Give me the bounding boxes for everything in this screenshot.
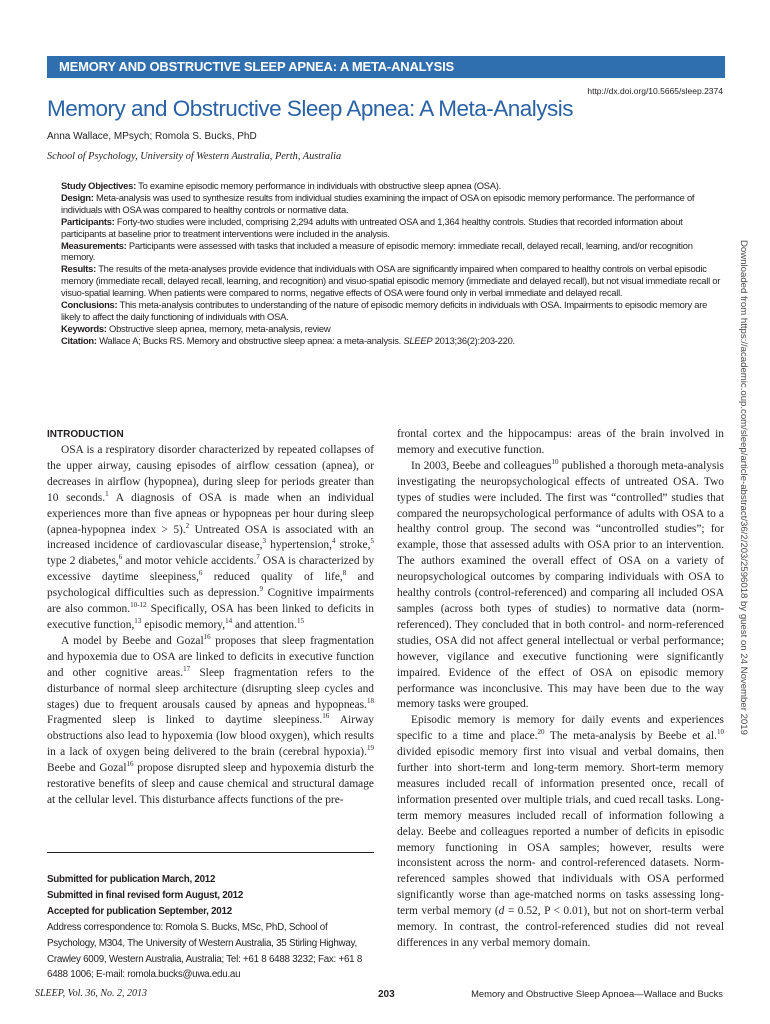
- intro-paragraph-2: A model by Beebe and Gozal$^{16}$ proposes that sleep fragmentation and hypoxemia due to OSA are linked to deficits in executive function and other cognitive areas.$^{17}$ Sleep fragmentation refers to the disturbance of normal sleep architecture (disrupting sleep cycles and stages) due to frequent arousals caused by apneas and hypopneas.$^{18}$ Fragmented sleep is linked to daytime sleepiness.$^{16}$ Airway obstructions also lead to hypoxemia (low blood oxygen), which results in a lack of oxygen being delivered to the brain (cerebral hypoxia).$^{19}$ Beebe and Gozal$^{16}$ propose disrupted sleep and hypoxemia disturb the restorative benefits of sleep and cause chemical and structural damage at the cellular level. This disturbance affects functions of the pre-: [47, 633, 374, 806]
- download-watermark: Downloaded from https://academic.oup.com/sleep/article-abstract/36/2/203/2596018 by guest on 24 November 2019: [738, 240, 749, 735]
- page-number: 203: [378, 989, 395, 1000]
- intro-paragraph-2-continued: frontal cortex and the hippocampus: areas of the brain involved in memory and executive function.: [397, 428, 724, 456]
- abstract-conclusions-text: This meta-analysis contributes to understanding of the nature of episodic memory deficits in individuals with OSA. Impairments to episodic memory are likely to affect the daily functioning of individuals with OSA.: [61, 299, 708, 322]
- footer-journal: SLEEP, Vol. 36, No. 2, 2013: [35, 988, 148, 999]
- submission-info: [47, 872, 377, 983]
- correspondence-address: Address correspondence to: Romola S. Bucks, MSc, PhD, School of Psychology, M304, The University of Western Australia, 35 Stirling Highway, Crawley 6009, Western Australia, Australia; Tel: +61 8 6488 3232; Fax: +61 8 6488 1006; E-mail: romola.bucks@uwa.edu.au: [47, 921, 363, 981]
- intro-paragraph-3: In 2003, Beebe and colleagues$^{10}$ published a thorough meta-analysis investigating the neuropsychological effects of untreated OSA. Two types of studies were included. The first was “controlled” studies that compared the neuropsychological performance of adults with OSA to a healthy control group. The second was “uncontrolled studies”; for example, those that assessed adults with OSA prior to an intervention. The authors examined the overall effect of OSA on a variety of neuropsychological outcomes by comparing individuals with OSA to healthy controls (control-referenced) and comparing all included OSA samples (across both types of studies) to normative data (norm-referenced). They concluded that in both control- and norm-referenced studies, OSA did not affect general intellectual or verbal performance; however, vigilance and executive functioning were significantly impaired. Evidence of the effect of OSA on episodic memory performance was inconclusive. This may have been due to the way memory tasks were grouped.: [397, 458, 724, 711]
- abstract-participants: [61, 216, 721, 240]
- body-column-left: [47, 426, 374, 809]
- footnote-divider: [47, 852, 374, 853]
- body-column-right: [397, 427, 724, 952]
- submitted-date: Submitted for publication March, 2012: [47, 874, 216, 885]
- doi-link[interactable]: http://dx.doi.org/10.5665/sleep.2374: [587, 86, 723, 96]
- abstract-objectives-label: Study Objectives:: [61, 180, 136, 191]
- accepted-date: Accepted for publication September, 2012: [47, 905, 232, 917]
- abstract-participants-text: Forty-two studies were included, comprising 2,294 adults with untreated OSA and 1,364 healthy controls. Studies that recorded information about participants at baseline prior to treatment interventions were included in the analysis.: [61, 215, 683, 239]
- abstract-results: [61, 263, 721, 299]
- abstract-measurements-label: Measurements:: [61, 239, 127, 251]
- article-title: Memory and Obstructive Sleep Apnea: A Meta-Analysis: [47, 96, 574, 121]
- abstract-measurements: [61, 240, 721, 264]
- abstract-citation-label: Citation:: [61, 334, 97, 346]
- revised-date: Submitted in final revised form August, 2012: [47, 889, 244, 901]
- abstract-keywords-text: Obstructive sleep apnea, memory, meta-analysis, review: [109, 322, 331, 334]
- abstract-participants-label: Participants:: [61, 215, 115, 227]
- introduction-heading: INTRODUCTION: [47, 429, 124, 440]
- abstract-conclusions-label: Conclusions:: [61, 299, 118, 311]
- abstract-objectives: [61, 180, 721, 192]
- abstract-design-label: Design:: [61, 191, 94, 203]
- abstract-results-label: Results:: [61, 263, 96, 275]
- abstract-citation-journal: SLEEP: [403, 334, 433, 346]
- journal-banner: MEMORY AND OBSTRUCTIVE SLEEP APNEA: A META-ANALYSIS: [47, 56, 725, 78]
- abstract-measurements-text: Participants were assessed with tasks that included a measure of episodic memory: immediate recall, delayed recall, learning, and/or recognition memory.: [61, 239, 693, 263]
- author-affiliation: School of Psychology, University of Western Australia, Perth, Australia: [47, 151, 342, 162]
- abstract-citation-volume: 2013;36(2):203-220.: [434, 334, 515, 346]
- abstract-keywords: [61, 323, 721, 335]
- running-title: Memory and Obstructive Sleep Apnoea—Wallace and Bucks: [471, 988, 723, 999]
- intro-paragraph-1: OSA is a respiratory disorder characterized by repeated collapses of the upper airway, causing episodes of airflow cessation (apnea), or decreases in airflow (hypopnea), during sleep for periods greater than 10 seconds.$^1$ A diagnosis of OSA is made when an individual experiences more than five apneas or hypopneas per hour during sleep (apnea-hypopnea index > 5).$^2$ Untreated OSA is associated with an increased incidence of cardiovascular disease,$^3$ hypertension,$^4$ stroke,$^5$ type 2 diabetes,$^6$ and motor vehicle accidents.$^7$ OSA is characterized by excessive daytime sleepiness,$^6$ reduced quality of life,$^8$ and psychological difficulties such as depression.$^9$ Cognitive impairments are also common.$^{10-12}$ Specifically, OSA has been linked to deficits in executive function,$^{13}$ episodic memory,$^{14}$ and attention.$^{15}$: [47, 444, 375, 631]
- abstract-objectives-text: To examine episodic memory performance in individuals with obstructive sleep apnea (OSA).: [138, 180, 501, 191]
- abstract-citation: [61, 335, 721, 347]
- abstract-design: [61, 192, 721, 216]
- abstract-keywords-label: Keywords:: [61, 322, 107, 334]
- abstract-results-text: The results of the meta-analyses provide evidence that individuals with OSA are significantly impaired when compared to healthy controls on verbal episodic memory (immediate recall, delayed recall, learning, and recognition) and visuo-spatial episodic memory (immediate and delayed recall), but not visual immediate recall or visuo-spatial learning. When patients were compared to norms, negative effects of OSA were found only in verbal immediate and delayed recall.: [61, 263, 721, 299]
- intro-paragraph-4: Episodic memory is memory for daily events and experiences specific to a time and place.$^{20}$ The meta-analysis by Beebe et al.$^{10}$ divided episodic memory first into visual and verbal domains, then further into short-term and long-term memory. Short-term memory measures included recall of information presented once, recall of information presented over multiple trials, and cued recall tasks. Long-term memory measures included recall of information following a delay. Beebe and colleagues reported a number of deficits in episodic memory functioning in OSA samples; however, results were inconsistent across the norm- and control-referenced datasets. Norm-referenced samples showed that individuals with OSA performed significantly worse than age-matched norms on tasks assessing long-term verbal memory (d = 0.52, P < 0.01), but not on short-term verbal memory. In contrast, the control-referenced studies did not reveal differences in any verbal memory domain.: [397, 714, 725, 949]
- abstract-citation-text: Wallace A; Bucks RS. Memory and obstructive sleep apnea: a meta-analysis.: [99, 334, 401, 346]
- author-list: Anna Wallace, MPsych; Romola S. Bucks, PhD: [47, 131, 257, 142]
- abstract-conclusions: [61, 299, 721, 323]
- abstract-design-text: Meta-analysis was used to synthesize results from individual studies examining the impact of OSA on episodic memory performance. The performance of individuals with OSA was compared to healthy controls or normative data.: [61, 191, 695, 215]
- abstract: [61, 180, 721, 347]
